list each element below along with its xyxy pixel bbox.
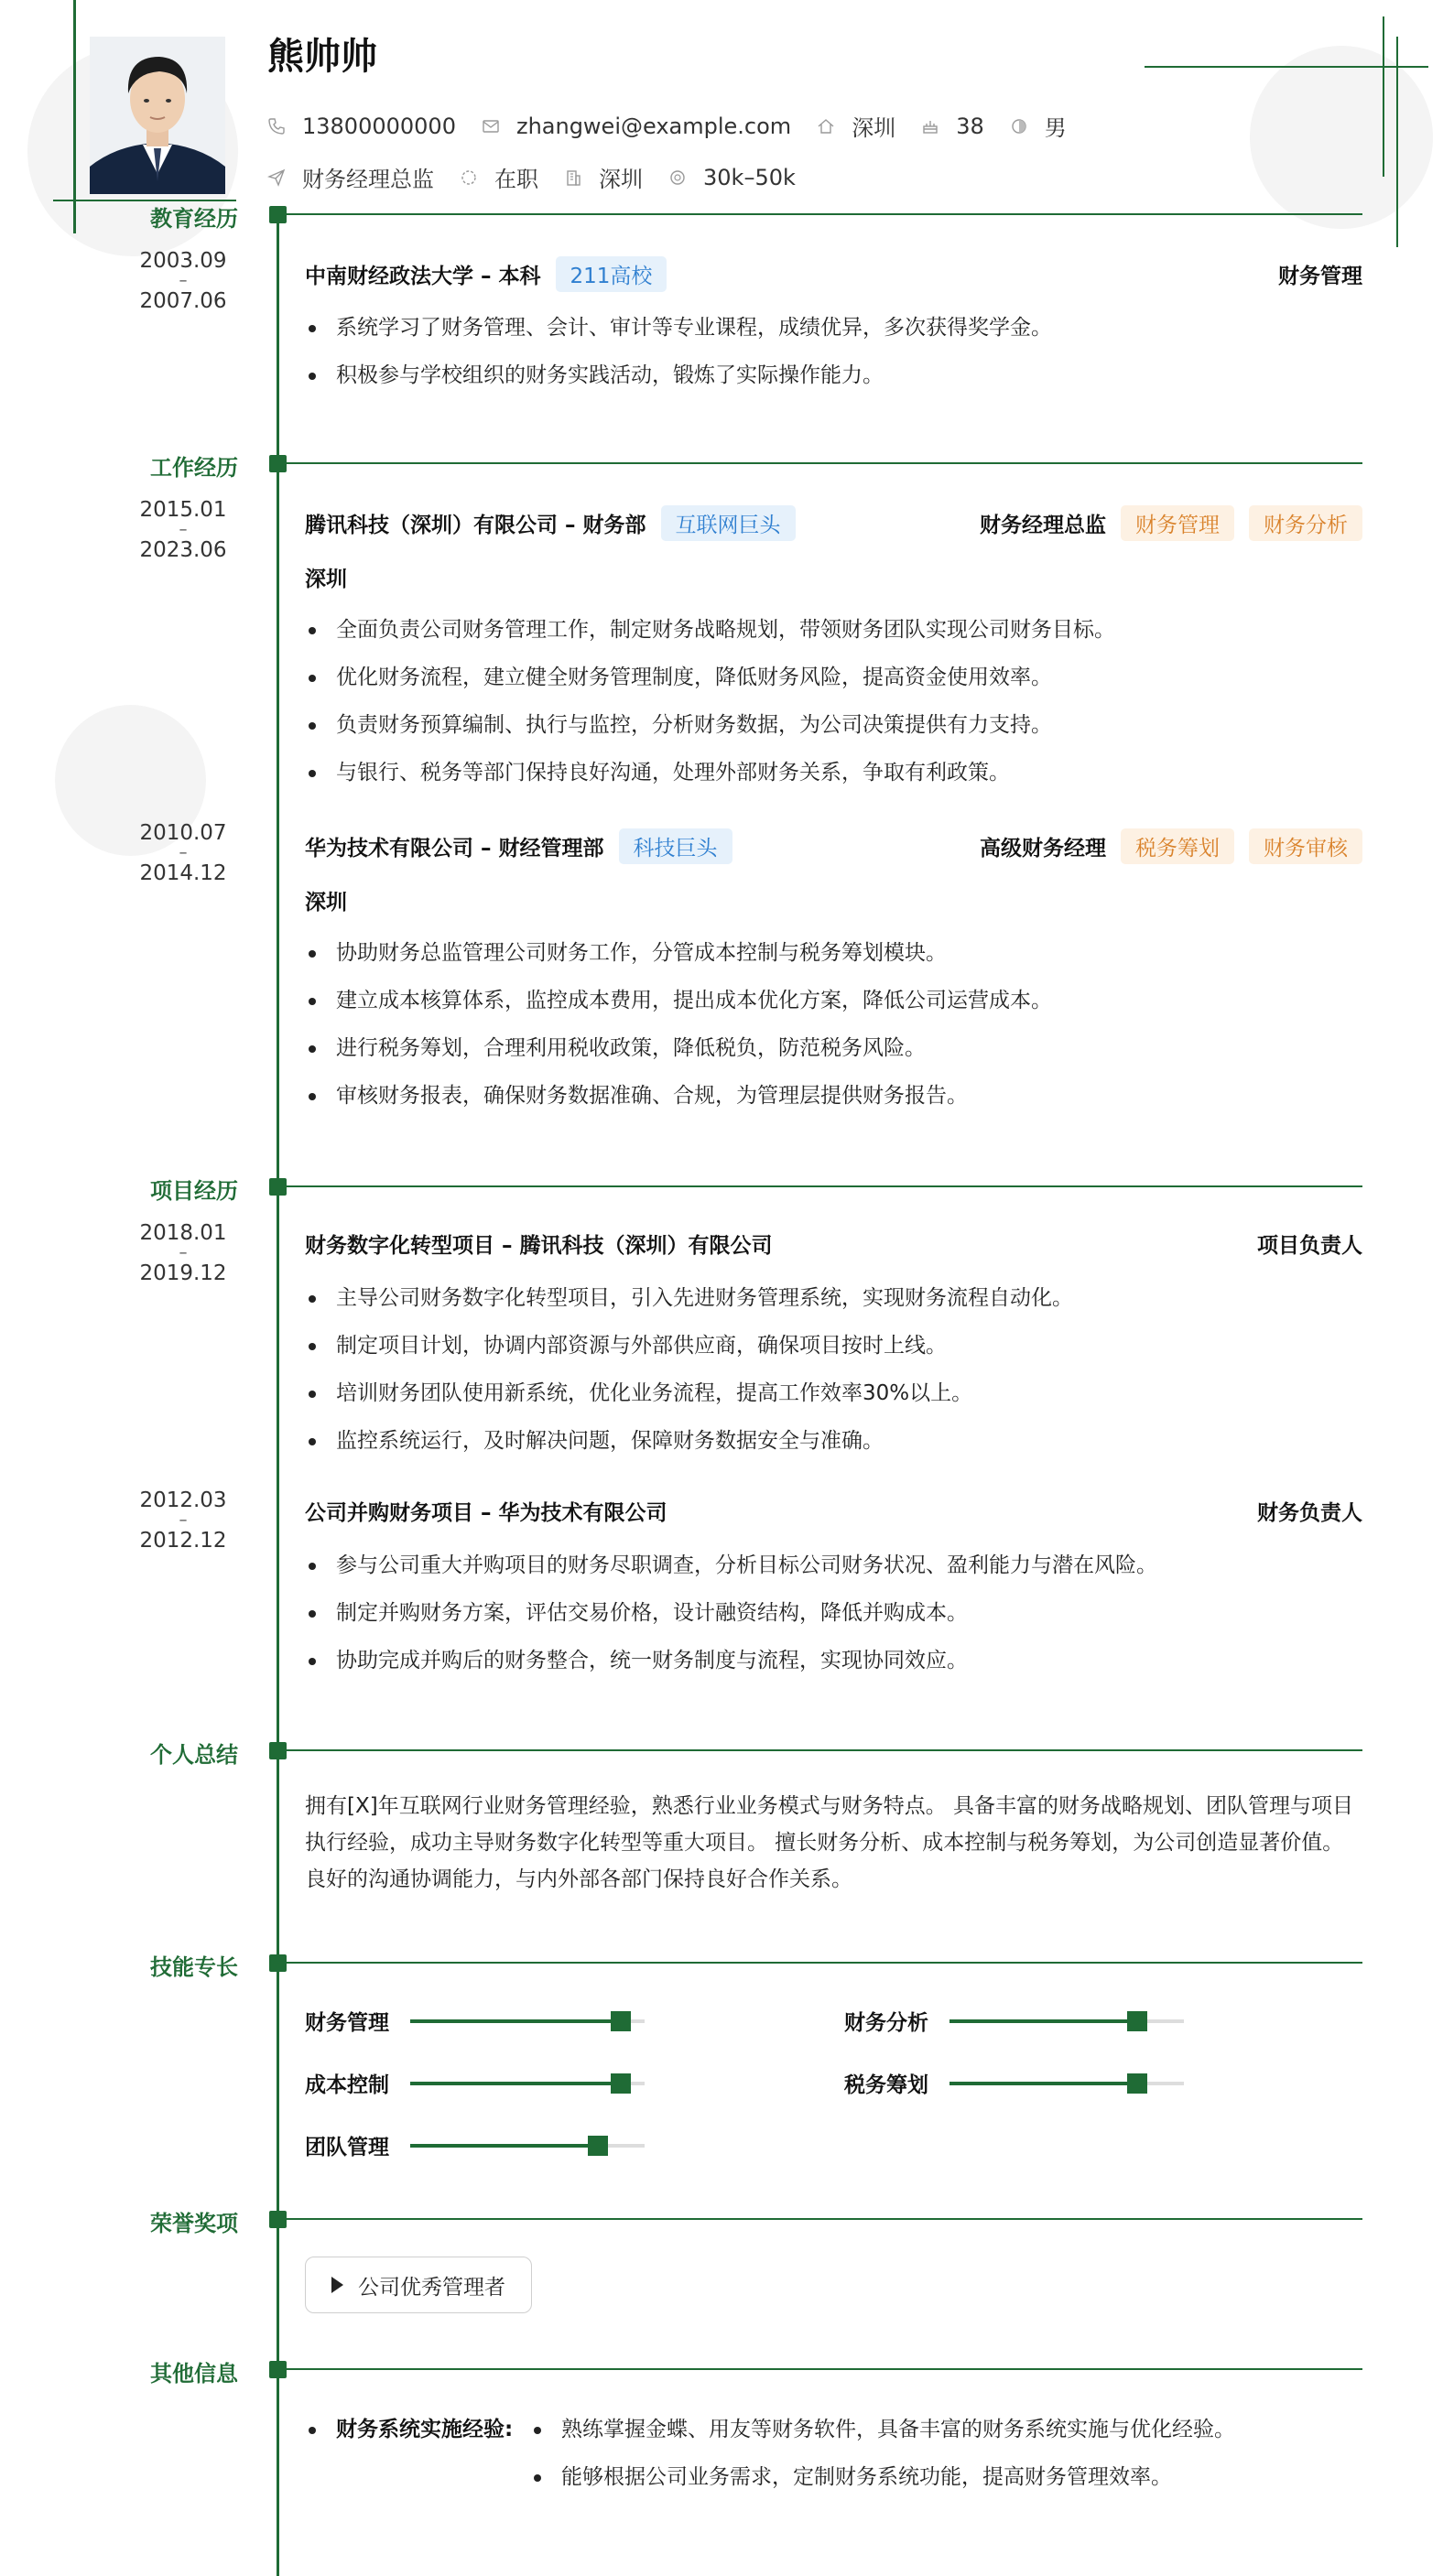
job-role: 财务经理总监: [980, 514, 1106, 537]
list-item: 积极参与学校组织的财务实践活动，锻炼了实际操作能力。: [305, 352, 1367, 399]
section-marker: [269, 1742, 287, 1759]
position-item: [267, 161, 434, 193]
list-item: 协助财务总监管理公司财务工作，分管成本控制与税务筹划模块。: [305, 929, 1367, 977]
company-tag: 互联网巨头: [661, 505, 796, 541]
education-bullets: [305, 304, 1367, 399]
skill-track: [410, 2019, 645, 2023]
skill-tag: 财务管理: [1121, 505, 1234, 541]
decor-line: [73, 0, 76, 233]
other-line: 能够根据公司业务需求，定制财务系统功能，提高财务管理效率。: [561, 2465, 1172, 2489]
job-role: 高级财务经理: [980, 837, 1106, 860]
age-text: 38: [956, 113, 984, 139]
section-divider: [286, 1749, 1362, 1751]
job-intent-row: [267, 161, 821, 193]
section-divider: [286, 213, 1362, 215]
skill-track: [410, 2144, 645, 2148]
list-item: 负责财务预算编制、执行与监控，分析财务数据，为公司决策提供有力支持。: [305, 701, 1367, 749]
work-bullets: [305, 606, 1367, 796]
location-item: [817, 110, 895, 142]
gender-icon: [1010, 117, 1028, 135]
list-item: 制定并购财务方案，评估交易价格，设计融资结构，降低并购成本。: [305, 1589, 1367, 1637]
mail-icon: [482, 117, 500, 135]
project-role: 财务负责人: [1257, 1501, 1362, 1525]
decor-line: [1396, 37, 1398, 247]
date-end: 2014.12: [139, 861, 227, 885]
section-marker: [269, 1954, 287, 1972]
section-marker: [269, 2211, 287, 2228]
cake-icon: [921, 117, 939, 135]
skill-fill: [949, 2019, 1137, 2023]
section-title-skills: 技能专长: [150, 1954, 238, 1980]
project-bullets: [305, 1274, 1367, 1465]
work-header: [305, 828, 1362, 864]
coin-icon: [668, 168, 687, 187]
honor-item[interactable]: [305, 2257, 532, 2313]
date-end: 2012.12: [139, 1529, 227, 1553]
bullet-dot: [309, 2427, 316, 2434]
date-start: 2003.09: [139, 249, 227, 273]
company-name: 腾讯科技（深圳）有限公司 – 财务部: [305, 514, 646, 537]
avatar: [90, 37, 225, 194]
skill-name: 成本控制: [305, 2073, 389, 2097]
work-location: 深圳: [305, 568, 347, 591]
work-date: [119, 499, 247, 561]
section-divider: [286, 2218, 1362, 2220]
date-end: 2007.06: [139, 289, 227, 313]
section-divider: [286, 2368, 1362, 2370]
other-row: [305, 2406, 1367, 2453]
other-row: [305, 2453, 1367, 2501]
phone-item: [267, 114, 456, 139]
section-title-projects: 项目经历: [150, 1178, 238, 1204]
list-item: 建立成本核算体系，监控成本费用，提出成本优化方案，降低公司运营成本。: [305, 977, 1367, 1024]
project-date: [119, 1222, 247, 1284]
salary-text: 30k–50k: [703, 164, 796, 190]
building-icon: [564, 168, 582, 187]
date-dash: –: [179, 1243, 188, 1262]
education-date: [119, 250, 247, 312]
other-line: 熟练掌握金蝶、用友等财务软件，具备丰富的财务系统实施与优化经验。: [561, 2418, 1235, 2441]
skill-knob: [611, 2011, 631, 2031]
skill-tag: 税务筹划: [1121, 828, 1234, 864]
project-header: [305, 1496, 1362, 1526]
skill-name: 税务筹划: [844, 2073, 928, 2097]
list-item: 系统学习了财务管理、会计、审计等专业课程，成绩优异，多次获得奖学金。: [305, 304, 1367, 352]
skill-fill: [410, 2019, 621, 2023]
send-icon: [267, 168, 286, 187]
skill-fill: [410, 2082, 621, 2085]
skill-item: [305, 2130, 645, 2160]
section-title-other: 其他信息: [150, 2361, 238, 2387]
phone-text: 13800000000: [302, 113, 456, 139]
skill-tag: 财务分析: [1249, 505, 1362, 541]
section-divider: [286, 1185, 1362, 1187]
skill-tag: 财务审核: [1249, 828, 1362, 864]
section-divider: [286, 1962, 1362, 1964]
email-text: zhangwei@example.com: [515, 113, 792, 139]
date-dash: –: [179, 520, 188, 539]
skill-item: [305, 2006, 645, 2036]
target-city-text: 深圳: [599, 167, 643, 192]
list-item: 参与公司重大并购项目的财务尽职调查，分析目标公司财务状况、盈利能力与潜在风险。: [305, 1542, 1367, 1589]
date-start: 2018.01: [139, 1221, 227, 1245]
email-item: [482, 114, 791, 139]
section-marker: [269, 455, 287, 472]
section-title-work: 工作经历: [150, 455, 238, 481]
project-date: [119, 1489, 247, 1552]
major-name: 财务管理: [1278, 265, 1362, 288]
contact-row: [267, 110, 1092, 142]
section-divider: [286, 462, 1362, 464]
skill-knob: [1127, 2073, 1147, 2094]
summary-text: 拥有[X]年互联网行业财务管理经验，熟悉行业业务模式与财务特点。 具备丰富的财务战略规划、团队管理与项目执行经验，成功主导财务数字化转型等重大项目。 擅长财务分析、成本控制与税务筹划，为公司创造显著价值。 良好的沟通协调能力，与内外部各部门保持良好合作关系。: [305, 1794, 1354, 1891]
other-info: [305, 2406, 1367, 2501]
skill-track: [949, 2082, 1184, 2085]
phone-icon: [267, 117, 286, 135]
date-start: 2010.07: [139, 821, 227, 845]
list-item: 协助完成并购后的财务整合，统一财务制度与流程，实现协同效应。: [305, 1637, 1367, 1684]
decor-line: [1145, 66, 1428, 68]
school-name: 中南财经政法大学 – 本科: [305, 265, 541, 288]
section-title-summary: 个人总结: [150, 1742, 238, 1768]
skill-item: [844, 2006, 1184, 2036]
skill-knob: [1127, 2011, 1147, 2031]
decor-circle: [1250, 46, 1433, 229]
list-item: 制定项目计划，协调内部资源与外部供应商，确保项目按时上线。: [305, 1322, 1367, 1369]
project-role: 项目负责人: [1257, 1234, 1362, 1258]
project-name: 财务数字化转型项目 – 腾讯科技（深圳）有限公司: [305, 1234, 773, 1258]
education-header: [305, 256, 1362, 292]
list-item: 与银行、税务等部门保持良好沟通，处理外部财务关系，争取有利政策。: [305, 749, 1367, 796]
list-item: 监控系统运行，及时解决问题，保障财务数据安全与准确。: [305, 1417, 1367, 1465]
date-start: 2015.01: [139, 498, 227, 522]
skill-fill: [410, 2144, 598, 2148]
location-text: 深圳: [852, 115, 896, 141]
status-item: [460, 161, 538, 193]
date-end: 2023.06: [139, 538, 227, 562]
decor-line: [1383, 16, 1384, 177]
date-start: 2012.03: [139, 1488, 227, 1512]
gender-item: [1010, 110, 1067, 142]
section-title-honors: 荣誉奖项: [150, 2211, 238, 2236]
status-icon: [460, 168, 478, 187]
section-marker: [269, 1178, 287, 1196]
skill-knob: [588, 2136, 608, 2156]
skill-knob: [611, 2073, 631, 2094]
list-item: 审核财务报表，确保财务数据准确、合规，为管理层提供财务报告。: [305, 1072, 1367, 1120]
date-dash: –: [179, 271, 188, 290]
bullet-dot: [534, 2474, 541, 2482]
work-bullets: [305, 929, 1367, 1120]
skill-name: 团队管理: [305, 2136, 389, 2159]
skill-name: 财务管理: [305, 2011, 389, 2035]
other-label: 财务系统实施经验:: [336, 2418, 514, 2441]
date-dash: –: [179, 843, 188, 862]
skill-fill: [949, 2082, 1137, 2085]
status-text: 在职: [494, 167, 538, 192]
home-icon: [817, 117, 835, 135]
school-tag: 211高校: [556, 256, 667, 292]
work-header: [305, 505, 1362, 541]
gender-text: 男: [1044, 115, 1067, 141]
list-item: 优化财务流程，建立健全财务管理制度，降低财务风险，提高资金使用效率。: [305, 654, 1367, 701]
list-item: 培训财务团队使用新系统，优化业务流程，提高工作效率30%以上。: [305, 1369, 1367, 1417]
project-header: [305, 1228, 1362, 1259]
company-tag: 科技巨头: [619, 828, 732, 864]
bullet-dot: [534, 2427, 541, 2434]
list-item: 主导公司财务数字化转型项目，引入先进财务管理系统，实现财务流程自动化。: [305, 1274, 1367, 1322]
skill-name: 财务分析: [844, 2011, 928, 2035]
list-item: 进行税务筹划，合理利用税收政策，降低税负，防范税务风险。: [305, 1024, 1367, 1072]
project-bullets: [305, 1542, 1367, 1684]
skill-track: [410, 2082, 645, 2085]
work-location: 深圳: [305, 891, 347, 915]
skill-item: [305, 2068, 645, 2098]
salary-item: [668, 165, 796, 190]
section-marker: [269, 206, 287, 223]
skill-track: [949, 2019, 1184, 2023]
work-date: [119, 822, 247, 884]
section-title-education: 教育经历: [150, 206, 238, 232]
skill-item: [844, 2068, 1184, 2098]
date-dash: –: [179, 1510, 188, 1530]
project-name: 公司并购财务项目 – 华为技术有限公司: [305, 1501, 667, 1525]
honor-label: 公司优秀管理者: [358, 2275, 505, 2300]
candidate-name: 熊帅帅: [267, 36, 377, 78]
section-marker: [269, 2361, 287, 2378]
age-item: [921, 114, 984, 139]
target-city-item: [564, 161, 643, 193]
play-icon: [331, 2277, 343, 2293]
company-name: 华为技术有限公司 – 财经管理部: [305, 837, 604, 860]
position-text: 财务经理总监: [302, 167, 434, 192]
list-item: 全面负责公司财务管理工作，制定财务战略规划，带领财务团队实现公司财务目标。: [305, 606, 1367, 654]
date-end: 2019.12: [139, 1261, 227, 1285]
